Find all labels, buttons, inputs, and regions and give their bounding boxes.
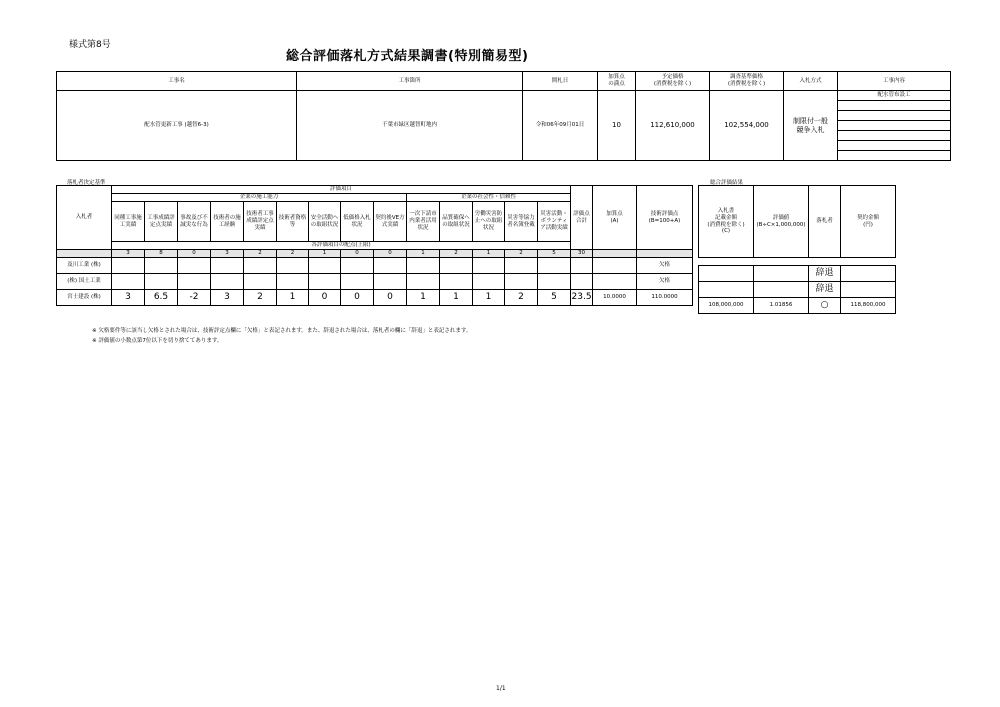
score-cell: [440, 274, 473, 290]
weight-cell: 2: [440, 250, 473, 258]
tech-score-cell: 欠格: [637, 258, 693, 274]
score-cell: [178, 258, 211, 274]
weight-cell: 2: [277, 250, 309, 258]
score-cell: [505, 258, 538, 274]
score-cell: [244, 274, 277, 290]
add-points-header: 加算点 (A): [593, 186, 637, 250]
survey-price-value: 102,554,000: [710, 91, 784, 161]
score-cell: [374, 258, 407, 274]
weight-cell: 3: [211, 250, 244, 258]
tech-score-cell: 欠格: [637, 274, 693, 290]
weights-label: 各評価項目の配点(上限): [112, 242, 571, 250]
bid-amount-cell: 108,000,000: [699, 298, 754, 314]
weight-blank: [593, 250, 637, 258]
bidder-name: 宮士建設 (株): [57, 290, 112, 306]
work-content-line: [838, 131, 950, 141]
score-cell: 1: [277, 290, 309, 306]
eval-item-header: 一次下請市 内業者活用 状況: [407, 202, 440, 242]
eval-item-header: 災害活動・ ボランティ ア活動実績: [538, 202, 571, 242]
winner-cell: ○: [809, 298, 841, 314]
location-value: 千葉市緑区越智町地内: [297, 91, 523, 161]
col-work-content: 工事内容: [838, 72, 951, 91]
eval-item-header: 工事成績評 定点実績: [145, 202, 178, 242]
score-cell: [112, 258, 145, 274]
bid-amount-cell: [699, 282, 754, 298]
col-planned-price: 予定価格 (消費税を除く): [636, 72, 710, 91]
weight-cell: 0: [341, 250, 374, 258]
weight-cell: 0: [374, 250, 407, 258]
bidder-name: 及川工業 (株): [57, 258, 112, 274]
page-title: 総合評価落札方式結果調書(特別簡易型): [286, 49, 529, 64]
work-content-line: [838, 121, 950, 131]
score-cell: [374, 274, 407, 290]
weight-cell: 5: [538, 250, 571, 258]
score-cell: 6.5: [145, 290, 178, 306]
score-cell: 0: [374, 290, 407, 306]
eval-item-header: 労働災害防 止への取組 状況: [473, 202, 505, 242]
score-cell: [571, 258, 593, 274]
winner-header: 落札者: [809, 186, 841, 258]
form-number: 様式第8号: [69, 40, 111, 50]
bidder-name: (株) 国土工業: [57, 274, 112, 290]
weight-cell: 8: [145, 250, 178, 258]
add-points-cell: 10.0000: [593, 290, 637, 306]
score-cell: 3: [211, 290, 244, 306]
spacer: [699, 258, 896, 266]
work-content-line: [838, 151, 950, 161]
result-table: [698, 185, 896, 314]
group-construction-ability: 企業の施工能力: [112, 194, 407, 202]
score-cell: [473, 258, 505, 274]
score-cell: 0: [309, 290, 341, 306]
evaluation-table: [56, 185, 693, 306]
eval-item-header: 事故及び不 誠実な行為: [178, 202, 211, 242]
score-cell: [309, 274, 341, 290]
eval-item-header: 同種工事施 工実績: [112, 202, 145, 242]
bidder-header: 入札者: [57, 186, 112, 250]
page-number: 1/1: [496, 685, 506, 692]
eval-item-header: 技術者工事 成績評定点 実績: [244, 202, 277, 242]
opening-date-value: 令和06年09月01日: [523, 91, 598, 161]
weights-spacer: [57, 250, 112, 258]
bid-method-value: 制限付一般 競争入札: [784, 91, 838, 161]
score-cell: [178, 274, 211, 290]
project-info-table: [56, 71, 951, 161]
eval-value-header: 評価値 (B÷C×1,000,000): [754, 186, 809, 258]
score-cell: [309, 258, 341, 274]
work-content-line: [838, 141, 950, 151]
contract-cell: 118,800,000: [841, 298, 896, 314]
contract-cell: [841, 266, 896, 282]
col-work-name: 工事名: [57, 72, 297, 91]
col-max-points: 加算点 の満点: [598, 72, 636, 91]
score-cell: [473, 274, 505, 290]
bid-amount-cell: [699, 266, 754, 282]
score-cell: [244, 258, 277, 274]
tech-score-cell: 110.0000: [637, 290, 693, 306]
score-cell: [505, 274, 538, 290]
score-cell: [538, 274, 571, 290]
score-cell: [211, 274, 244, 290]
score-cell: 23.5: [571, 290, 593, 306]
score-cell: [277, 258, 309, 274]
total-header: 評価点 合計: [571, 186, 593, 250]
eval-item-header: 技術者の施 工経験: [211, 202, 244, 242]
work-content-line: [838, 111, 950, 121]
bid-amount-header: 入札書 記載金額 (消費税を除く) (C): [699, 186, 754, 258]
winner-cell: 辞退: [809, 282, 841, 298]
max-points-value: 10: [598, 91, 636, 161]
eval-item-header: 技術者資格 等: [277, 202, 309, 242]
eval-item-header: 契約後VE方 式実績: [374, 202, 407, 242]
score-cell: 0: [341, 290, 374, 306]
col-opening-date: 開札日: [523, 72, 598, 91]
score-cell: [341, 258, 374, 274]
weight-cell: 1: [407, 250, 440, 258]
score-cell: 1: [440, 290, 473, 306]
score-cell: -2: [178, 290, 211, 306]
work-name-value: 配水管更新工事 (越智6-3): [57, 91, 297, 161]
score-cell: 1: [407, 290, 440, 306]
eval-items-header: 評価項目: [112, 186, 571, 194]
weight-blank: [637, 250, 693, 258]
score-cell: [407, 274, 440, 290]
score-cell: [211, 258, 244, 274]
score-cell: 5: [538, 290, 571, 306]
work-content-list: [838, 91, 950, 160]
weight-cell: 1: [473, 250, 505, 258]
eval-item-header: 災害等協力 者名簿登載: [505, 202, 538, 242]
eval-item-header: 品質確保へ の取組状況: [440, 202, 473, 242]
col-survey-price: 調査基準価格 (消費税を除く): [710, 72, 784, 91]
score-cell: [277, 274, 309, 290]
planned-price-value: 112,610,000: [636, 91, 710, 161]
winner-cell: 辞退: [809, 266, 841, 282]
contract-cell: [841, 282, 896, 298]
score-cell: [341, 274, 374, 290]
weight-cell: 3: [112, 250, 145, 258]
score-cell: 2: [244, 290, 277, 306]
tech-score-header: 技術評価点 (B=100+A): [637, 186, 693, 250]
weight-cell: 30: [571, 250, 593, 258]
weight-cell: 2: [244, 250, 277, 258]
weight-cell: 0: [178, 250, 211, 258]
contract-header: 契約金額 (円): [841, 186, 896, 258]
add-points-cell: [593, 274, 637, 290]
weight-cell: 2: [505, 250, 538, 258]
note-disqualified: ※ 欠格要件等に該当し欠格とされた場合は、技術評定点欄に「欠格」と表記されます。また、辞退された場合は、落札者の欄に「辞退」と表記されます。: [92, 328, 472, 334]
score-cell: 1: [473, 290, 505, 306]
group-social-reliability: 企業の社会性・信頼性: [407, 194, 571, 202]
note-truncation: ※ 評価値の小数点第7位以下を切り捨ててあります。: [92, 338, 223, 344]
eval-item-header: 低価格入札 状況: [341, 202, 374, 242]
score-cell: [407, 258, 440, 274]
col-bid-method: 入札方式: [784, 72, 838, 91]
eval-value-cell: 1.01856: [754, 298, 809, 314]
score-cell: [145, 274, 178, 290]
score-cell: 2: [505, 290, 538, 306]
eval-item-header: 安全活動へ の取組状況: [309, 202, 341, 242]
eval-value-cell: [754, 266, 809, 282]
add-points-cell: [593, 258, 637, 274]
score-cell: 3: [112, 290, 145, 306]
score-cell: [538, 258, 571, 274]
eval-value-cell: [754, 282, 809, 298]
score-cell: [440, 258, 473, 274]
col-location: 工事箇所: [297, 72, 523, 91]
work-content-line: [838, 101, 950, 111]
score-cell: [571, 274, 593, 290]
score-cell: [112, 274, 145, 290]
decision-criteria-label: 落札者決定基準: [67, 180, 106, 186]
overall-result-label: 総合評価結果: [710, 180, 744, 186]
work-content-line: 配水管布設工: [838, 91, 950, 101]
weight-cell: 1: [309, 250, 341, 258]
score-cell: [145, 258, 178, 274]
